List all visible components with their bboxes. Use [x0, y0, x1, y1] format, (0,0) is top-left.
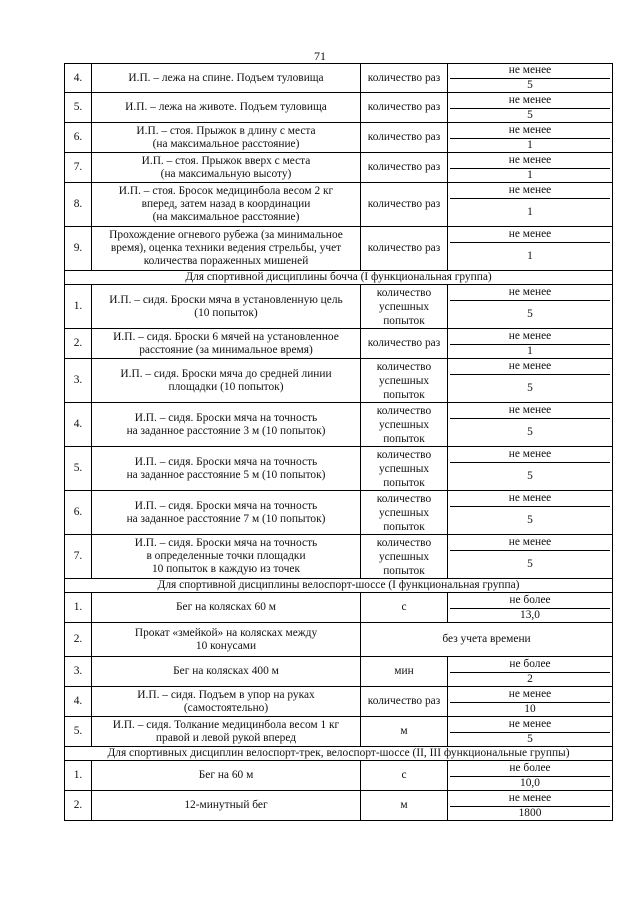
condition-label: не менее: [450, 228, 610, 243]
merged-value: без учета времени: [361, 623, 613, 657]
condition-label: не менее: [450, 94, 610, 109]
row-number: 1.: [65, 761, 92, 791]
row-number: 7.: [65, 535, 92, 579]
norm-value: 1: [527, 206, 533, 218]
condition-label: не менее: [450, 154, 610, 169]
table-row: [65, 403, 613, 447]
exercise-name: И.П. – сидя. Толкание медицинбола весом 1 кг правой и левой рукой вперед: [92, 717, 361, 747]
exercise-name: И.П. – сидя. Подъем в упор на руках (самостоятельно): [92, 687, 361, 717]
table-row: [65, 687, 613, 717]
unit-cell: мин: [361, 657, 448, 687]
norm-value: 5: [527, 470, 533, 482]
value-cell: [448, 123, 613, 153]
condition-label: не менее: [450, 360, 610, 375]
unit-cell: количество раз: [361, 227, 448, 271]
norm-value: 5: [527, 732, 533, 745]
exercise-name: И.П. – сидя. Броски 6 мячей на установленное расстояние (за минимальное время): [92, 329, 361, 359]
norm-value: 2: [527, 672, 533, 685]
norm-value: 10,0: [520, 776, 540, 789]
unit-cell: количество раз: [361, 687, 448, 717]
unit-cell: м: [361, 791, 448, 821]
condition-label: не менее: [450, 718, 610, 733]
unit-cell: с: [361, 593, 448, 623]
unit-cell: количество раз: [361, 123, 448, 153]
condition-label: не менее: [450, 492, 610, 507]
condition-label: не более: [450, 594, 610, 609]
unit-cell: количество раз: [361, 153, 448, 183]
norm-value: 5: [527, 108, 533, 121]
table-row: [65, 329, 613, 359]
exercise-name: Бег на колясках 400 м: [92, 657, 361, 687]
condition-label: не менее: [450, 536, 610, 551]
value-cell: [448, 359, 613, 403]
unit-cell: количество раз: [361, 329, 448, 359]
value-cell: [448, 491, 613, 535]
row-number: 5.: [65, 717, 92, 747]
row-number: 4.: [65, 64, 92, 93]
norm-value: 5: [527, 79, 533, 91]
norm-value: 1800: [518, 806, 542, 819]
exercise-name: И.П. – стоя. Бросок медицинбола весом 2 кг вперед, затем назад в координации (на максимальное расстояние): [92, 183, 361, 227]
section-header-row: [65, 271, 613, 285]
unit-cell: количество раз: [361, 183, 448, 227]
section-header-row: [65, 747, 613, 761]
value-cell: [448, 687, 613, 717]
norm-value: 10: [524, 702, 536, 715]
table-row: [65, 717, 613, 747]
unit-cell: количество раз: [361, 93, 448, 123]
value-cell: [448, 153, 613, 183]
exercise-name: И.П. – сидя. Броски мяча на точность на заданное расстояние 3 м (10 попыток): [92, 403, 361, 447]
unit-cell: количество успешных попыток: [361, 535, 448, 579]
norm-value: 1: [527, 250, 533, 262]
exercise-name: И.П. – сидя. Броски мяча до средней линии площадки (10 попыток): [92, 359, 361, 403]
row-number: 2.: [65, 791, 92, 821]
norm-value: 5: [527, 558, 533, 570]
condition-label: не более: [450, 762, 610, 777]
condition-label: не менее: [450, 64, 610, 79]
condition-label: не менее: [450, 688, 610, 703]
norm-value: 5: [527, 308, 533, 320]
row-number: 5.: [65, 93, 92, 123]
value-cell: [448, 593, 613, 623]
norm-value: 5: [527, 426, 533, 438]
exercise-name: Прохождение огневого рубежа (за минимальное время), оценка техники ведения стрельбы, учет количества пораженных мишеней: [92, 227, 361, 271]
value-cell: [448, 447, 613, 491]
value-cell: [448, 717, 613, 747]
section-cycling-track: Для спортивных дисциплин велоспорт-трек, велоспорт-шоссе (II, III функциональные группы): [65, 747, 613, 761]
exercise-name: И.П. – лежа на животе. Подъем туловища: [92, 93, 361, 123]
norm-value: 5: [527, 382, 533, 394]
condition-label: не менее: [450, 124, 610, 139]
row-number: 7.: [65, 153, 92, 183]
unit-cell: количество успешных попыток: [361, 491, 448, 535]
page-number: 71: [314, 49, 326, 63]
exercise-name: И.П. – сидя. Броски мяча на точность на заданное расстояние 7 м (10 попыток): [92, 491, 361, 535]
unit-cell: количество успешных попыток: [361, 359, 448, 403]
exercise-name: Бег на колясках 60 м: [92, 593, 361, 623]
value-cell: [448, 64, 613, 93]
row-number: 1.: [65, 285, 92, 329]
table-row: [65, 447, 613, 491]
condition-label: не менее: [450, 404, 610, 419]
section-header-row: [65, 579, 613, 593]
row-number: 6.: [65, 491, 92, 535]
condition-label: не менее: [450, 448, 610, 463]
table-row: [65, 593, 613, 623]
row-number: 2.: [65, 623, 92, 657]
table-row: [65, 657, 613, 687]
table-row: [65, 93, 613, 123]
table-row: [65, 535, 613, 579]
value-cell: [448, 761, 613, 791]
value-cell: [448, 227, 613, 271]
value-cell: [448, 285, 613, 329]
exercise-name: Бег на 60 м: [92, 761, 361, 791]
exercise-name: Прокат «змейкой» на колясках между 10 конусами: [92, 623, 361, 657]
condition-label: не менее: [450, 792, 610, 807]
exercise-name: И.П. – стоя. Прыжок в длину с места (на максимальное расстояние): [92, 123, 361, 153]
value-cell: [448, 791, 613, 821]
row-number: 1.: [65, 593, 92, 623]
table-row: [65, 359, 613, 403]
table-row: [65, 123, 613, 153]
exercise-name: И.П. – сидя. Броски мяча на точность в определенные точки площадки 10 попыток в каждую из точек: [92, 535, 361, 579]
row-number: 8.: [65, 183, 92, 227]
norm-value: 1: [527, 138, 533, 151]
condition-label: не менее: [450, 330, 610, 345]
value-cell: [448, 183, 613, 227]
table-row: [65, 623, 613, 657]
row-number: 2.: [65, 329, 92, 359]
exercise-name: И.П. – лежа на спине. Подъем туловища: [92, 64, 361, 93]
unit-cell: с: [361, 761, 448, 791]
exercise-name: И.П. – сидя. Броски мяча в установленную цель (10 попыток): [92, 285, 361, 329]
table-row: [65, 153, 613, 183]
unit-cell: количество раз: [361, 64, 448, 93]
table-row: [65, 64, 613, 93]
condition-label: не менее: [450, 286, 610, 301]
exercise-name: 12-минутный бег: [92, 791, 361, 821]
table-row: [65, 285, 613, 329]
unit-cell: м: [361, 717, 448, 747]
norm-value: 1: [527, 344, 533, 357]
condition-label: не более: [450, 658, 610, 673]
section-boccia: Для спортивной дисциплины бочча (I функциональная группа): [65, 271, 613, 285]
value-cell: [448, 93, 613, 123]
row-number: 3.: [65, 359, 92, 403]
row-number: 4.: [65, 403, 92, 447]
table-row: [65, 227, 613, 271]
row-number: 4.: [65, 687, 92, 717]
value-cell: [448, 403, 613, 447]
unit-cell: количество успешных попыток: [361, 403, 448, 447]
section-cycling-road: Для спортивной дисциплины велоспорт-шоссе (I функциональная группа): [65, 579, 613, 593]
row-number: 6.: [65, 123, 92, 153]
row-number: 9.: [65, 227, 92, 271]
value-cell: [448, 535, 613, 579]
unit-cell: количество успешных попыток: [361, 285, 448, 329]
condition-label: не менее: [450, 184, 610, 199]
table-row: [65, 183, 613, 227]
standards-table: [64, 63, 613, 821]
norm-value: 13,0: [520, 608, 540, 621]
value-cell: [448, 657, 613, 687]
norm-value: 5: [527, 514, 533, 526]
exercise-name: И.П. – сидя. Броски мяча на точность на заданное расстояние 5 м (10 попыток): [92, 447, 361, 491]
row-number: 5.: [65, 447, 92, 491]
table-row: [65, 791, 613, 821]
row-number: 3.: [65, 657, 92, 687]
table-row: [65, 491, 613, 535]
exercise-name: И.П. – стоя. Прыжок вверх с места (на максимальную высоту): [92, 153, 361, 183]
table-row: [65, 761, 613, 791]
unit-cell: количество успешных попыток: [361, 447, 448, 491]
value-cell: [448, 329, 613, 359]
norm-value: 1: [527, 168, 533, 181]
